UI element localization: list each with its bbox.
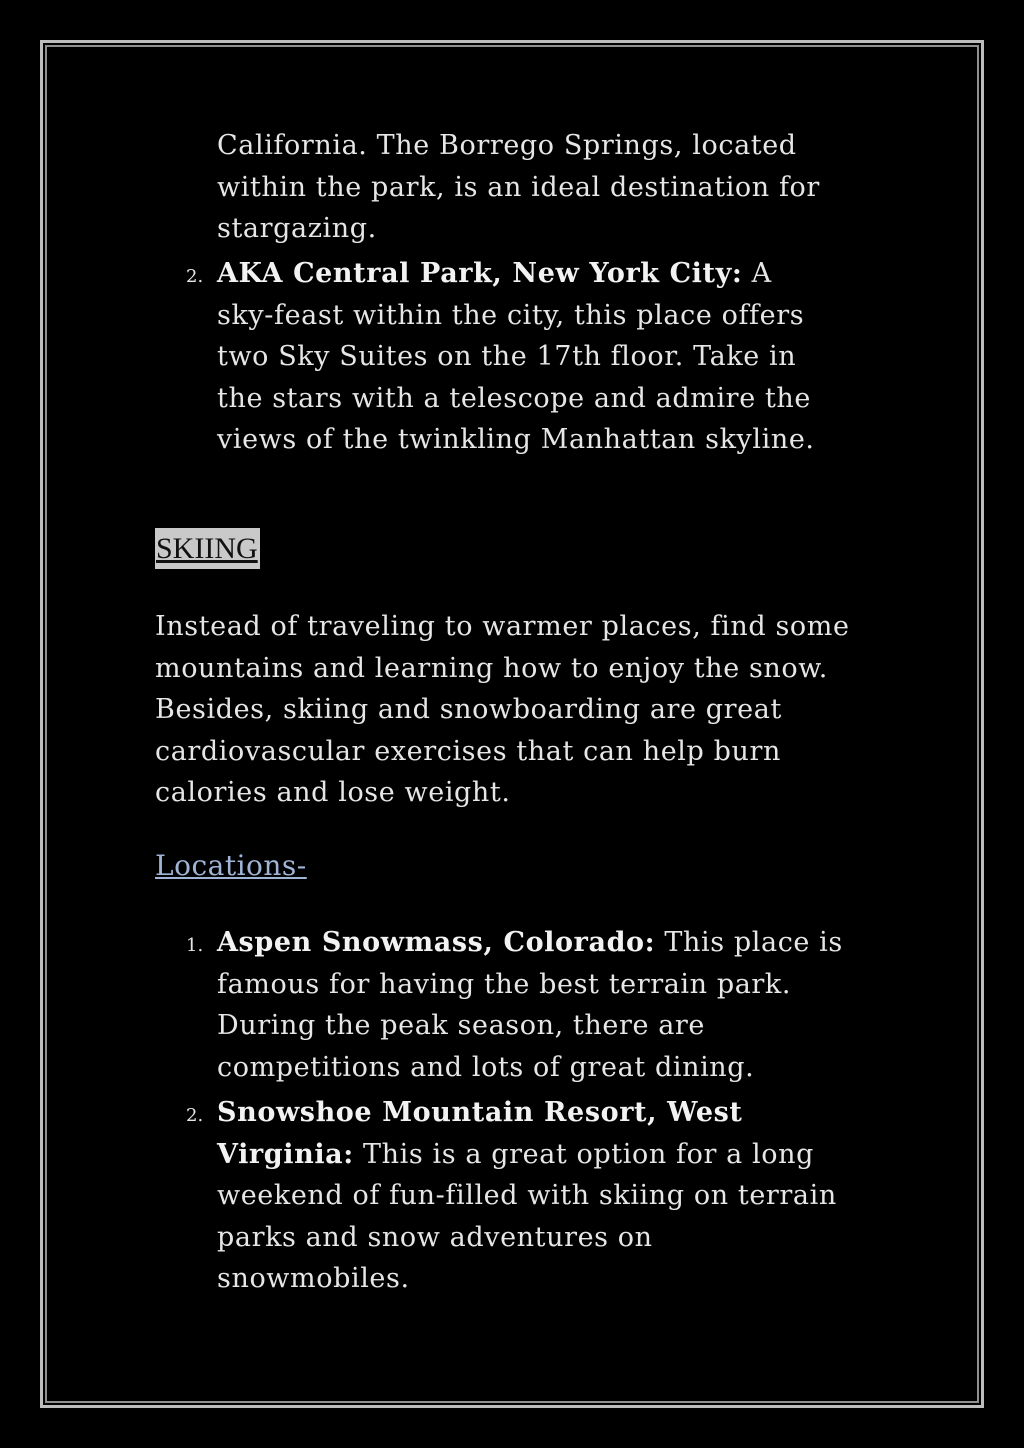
snowshoe-title-line-1: Snowshoe Mountain Resort, West bbox=[217, 1097, 743, 1128]
list-number-central-park: 2. bbox=[186, 266, 204, 287]
list-number-snowshoe: 2. bbox=[186, 1105, 204, 1126]
skiing-line-5: calories and lose weight. bbox=[155, 777, 511, 808]
intro-line-2: within the park, is an ideal destination for bbox=[217, 171, 820, 203]
central-park-line-1 bbox=[217, 253, 815, 295]
central-park-line-3: two Sky Suites on the 17th floor. Take in bbox=[217, 341, 797, 372]
section-heading-skiing: SKIING bbox=[155, 528, 260, 569]
central-park-line-4: the stars with a telescope and admire the bbox=[217, 382, 811, 414]
snowshoe-line-2 bbox=[217, 1134, 837, 1176]
aspen-line-1 bbox=[217, 922, 843, 964]
list-item-central-park bbox=[217, 253, 815, 461]
intro-line-1: California. The Borrego Springs, located bbox=[217, 130, 797, 161]
snowshoe-line-3: weekend of fun-filled with skiing on terrain bbox=[217, 1180, 837, 1211]
snowshoe-line-4: parks and snow adventures on bbox=[217, 1221, 653, 1253]
snowshoe-line-5: snowmobiles. bbox=[217, 1263, 410, 1294]
intro-continuation bbox=[217, 125, 820, 250]
list-number-aspen: 1. bbox=[186, 935, 204, 956]
skiing-paragraph bbox=[155, 606, 850, 814]
aspen-first-line-rest: This place is bbox=[655, 927, 843, 958]
aspen-line-2: famous for having the best terrain park. bbox=[217, 968, 792, 1000]
skiing-line-4: cardiovascular exercises that can help burn bbox=[155, 735, 781, 767]
skiing-line-2: mountains and learning how to enjoy the snow. bbox=[155, 652, 828, 684]
central-park-line-5: views of the twinkling Manhattan skyline. bbox=[217, 424, 815, 455]
aspen-line-3: During the peak season, there are bbox=[217, 1010, 706, 1041]
list-item-snowshoe bbox=[217, 1092, 837, 1300]
intro-line-3: stargazing. bbox=[217, 213, 377, 244]
aspen-title: Aspen Snowmass, Colorado: bbox=[217, 927, 656, 958]
skiing-line-3: Besides, skiing and snowboarding are great bbox=[155, 694, 782, 725]
list-item-aspen bbox=[217, 922, 843, 1088]
central-park-title: AKA Central Park, New York City: bbox=[217, 258, 743, 289]
central-park-first-line-rest: A bbox=[742, 258, 772, 289]
locations-link[interactable]: Locations- bbox=[155, 849, 307, 882]
snowshoe-title-line-2: Virginia: bbox=[217, 1138, 354, 1170]
skiing-line-1: Instead of traveling to warmer places, find some bbox=[155, 611, 850, 642]
central-park-line-2: sky-feast within the city, this place offers bbox=[217, 299, 805, 331]
snowshoe-second-line-rest: This is a great option for a long bbox=[353, 1138, 814, 1170]
aspen-line-4: competitions and lots of great dining. bbox=[217, 1051, 755, 1083]
